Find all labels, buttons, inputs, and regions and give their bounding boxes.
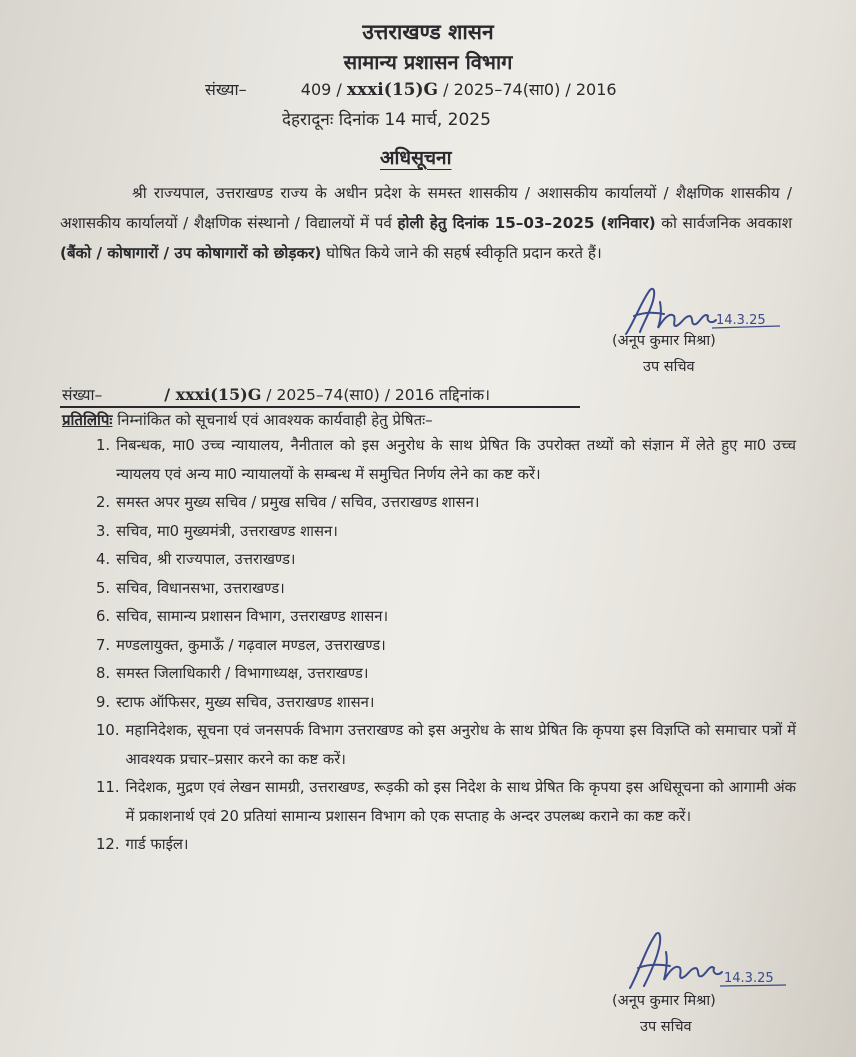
ref-number-c: / 2025–74(सा0) / 2016: [438, 80, 617, 99]
recipient-item: [96, 717, 796, 774]
ref-number-a: 409 /: [300, 80, 347, 99]
signatory-name-2: (अनूप कुमार मिश्रा): [612, 993, 716, 1009]
recipient-item: [96, 546, 796, 575]
copy-label: प्रतिलिपिः: [62, 411, 113, 429]
ref-label: संख्या–: [205, 80, 247, 99]
recipient-text: सचिव, मा0 मुख्यमंत्री, उत्तराखण्ड शासन।: [116, 522, 338, 540]
recipient-text: स्टाफ ऑफिसर, मुख्य सचिव, उत्तराखण्ड शासन।: [116, 693, 375, 711]
ref-number-b: xxxi(15)G: [346, 80, 439, 100]
recipient-item: [96, 774, 796, 831]
recipient-number: 5.: [96, 579, 111, 597]
recipient-text: सचिव, श्री राज्यपाल, उत्तराखण्ड।: [116, 551, 296, 568]
government-heading: उत्तराखण्ड शासन: [362, 20, 494, 44]
recipient-number: 10.: [96, 722, 120, 739]
recipient-number: 2.: [96, 494, 111, 511]
notice-title: अधिसूचना: [380, 147, 452, 169]
recipient-number: 11.: [96, 779, 120, 796]
recipient-text: मण्डलायुक्त, कुमाऊँ / गढ़वाल मण्डल, उत्तराखण्ड।: [116, 636, 386, 654]
recipient-text: सचिव, विधानसभा, उत्तराखण्ड।: [116, 579, 285, 597]
notification-body: [60, 178, 792, 268]
body-bold-1: होली हेतु दिनांक 15–03–2025 (शनिवार): [397, 214, 656, 232]
endorsement-ref-number-c: / 2025–74(सा0) / 2016 तद्दिनांक।: [261, 386, 491, 404]
endorsement-ref-label: संख्या–: [62, 386, 103, 404]
department-heading: सामान्य प्रशासन विभाग: [343, 50, 513, 74]
recipient-item: [96, 689, 796, 718]
signatory-title-1: उप सचिव: [643, 359, 695, 375]
recipient-number: 6.: [96, 608, 111, 625]
signature-date-2: 14.3.25: [724, 971, 774, 986]
recipient-item: [96, 603, 796, 632]
recipient-item: [96, 660, 796, 689]
endorsement-reference: [62, 383, 490, 405]
recipient-text: समस्त जिलाधिकारी / विभागाध्यक्ष, उत्तराखण्ड।: [116, 665, 369, 682]
body-text-3: घोषित किये जाने की सहर्ष स्वीकृति प्रदान करते हैं।: [321, 244, 602, 262]
body-text-1: श्री राज्यपाल, उत्तराखण्ड राज्य के अधीन प्रदेश के समस्त शासकीय / अशासकीय कार्यालयों / शैक्षणिक शासकीय / अशासकीय कार्यालयों / शैक्षणिक संस्थानो / विद्यालयों में पर्व: [60, 184, 792, 232]
recipient-text: महानिदेशक, सूचना एवं जनसपर्क विभाग उत्तराखण्ड को इस अनुरोध के साथ प्रेषित कि कृपया इस विज्ञप्ति को समाचार पत्रों में आवश्यक प्रचार–प्रसार करने का कष्ट करें।: [125, 722, 796, 768]
signature-scribble-2: [622, 928, 802, 998]
signatory-name-1: (अनूप कुमार मिश्रा): [612, 333, 716, 349]
recipient-item: [96, 489, 796, 518]
recipient-item: [96, 575, 796, 604]
signature-date-1: 14.3.25: [716, 313, 766, 328]
recipient-text: गार्ड फाईल।: [125, 836, 189, 853]
recipient-number: 3.: [96, 522, 111, 540]
reference-number: [205, 78, 617, 100]
recipient-number: 4.: [96, 551, 111, 568]
body-text-2: को सार्वजनिक अवकाश: [655, 214, 793, 232]
divider-line: [60, 406, 580, 408]
date-line: देहरादूनः दिनांक 14 मार्च, 2025: [282, 110, 491, 130]
recipient-number: 7.: [96, 636, 111, 654]
recipient-text: निदेशक, मुद्रण एवं लेखन सामग्री, उत्तराखण्ड, रूड़की को इस निदेश के साथ प्रेषित कि कृपया इस अधिसूचना को आगामी अंक में प्रकाशनार्थ एवं 20 प्रतियां सामान्य प्रशासन विभाग को एक सप्ताह के अन्दर उपलब्ध कराने का कष्ट करें।: [125, 779, 796, 825]
body-bold-2: (बैंको / कोषागारों / उप कोषागारों को छोड़कर): [60, 244, 322, 262]
endorsement-ref-number-b: / xxxi(15)G: [164, 385, 262, 404]
recipient-item: [96, 518, 796, 547]
signatory-title-2: उप सचिव: [640, 1019, 692, 1035]
recipient-text: निबन्धक, मा0 उच्च न्यायालय, नैनीताल को इस अनुरोध के साथ प्रेषित कि उपरोक्त तथ्यों को संज्ञान में लेते हुए मा0 उच्च न्यायलय एवं अन्य मा0 न्यायालयों के सम्बन्ध में समुचित निर्णय लेने का कष्ट करें।: [116, 437, 796, 483]
recipient-text: सचिव, सामान्य प्रशासन विभाग, उत्तराखण्ड शासन।: [116, 608, 389, 625]
recipient-item: [96, 831, 796, 860]
copy-to-line: [62, 410, 433, 430]
recipient-item: [96, 632, 796, 661]
recipient-number: 1.: [96, 437, 111, 454]
recipient-text: समस्त अपर मुख्य सचिव / प्रमुख सचिव / सचिव, उत्तराखण्ड शासन।: [116, 494, 480, 511]
recipient-number: 12.: [96, 836, 120, 853]
recipient-item: [96, 432, 796, 489]
recipient-number: 8.: [96, 665, 111, 682]
recipient-list: [96, 432, 796, 860]
copy-text: निम्नांकित को सूचनार्थ एवं आवश्यक कार्यवाही हेतु प्रेषितः–: [112, 411, 433, 429]
recipient-number: 9.: [96, 693, 111, 711]
